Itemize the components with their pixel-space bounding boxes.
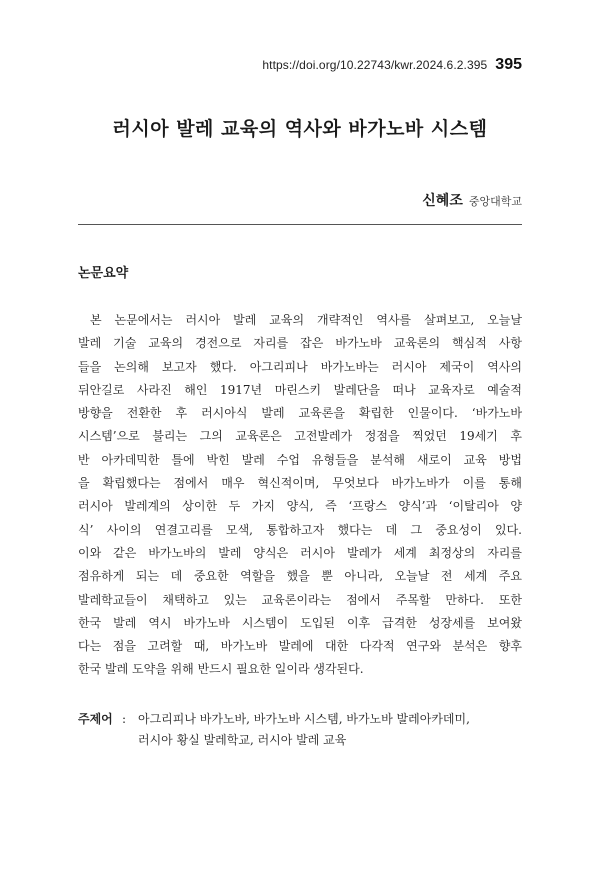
abstract-line: 본 논문에서는 러시아 발레 교육의 개략적인 역사를 살펴보고, 오늘날 bbox=[90, 313, 522, 327]
abstract-line: 을 확립했다는 점에서 매우 혁신적이며, 무엇보다 바가노바가 이를 통해 bbox=[78, 476, 522, 491]
abstract-body bbox=[78, 309, 522, 682]
keywords-indent bbox=[78, 730, 138, 751]
abstract-line: 점유하게 되는 데 중요한 역할을 했을 뿐 아니라, 오늘날 전 세계 주요 bbox=[78, 569, 522, 584]
keywords-row bbox=[78, 730, 522, 751]
abstract-line: 러시아 발레계의 상이한 두 가지 양식, 즉 ‘프랑스 양식’과 ‘이탈리아 양 bbox=[78, 499, 522, 514]
abstract-line: 시스템’으로 불리는 그의 교육론은 고전발레가 정점을 찍었던 19세기 후 bbox=[78, 429, 522, 444]
header-divider bbox=[78, 224, 522, 225]
author-name: 신혜조 bbox=[422, 193, 463, 209]
keywords-colon: : bbox=[122, 712, 127, 726]
abstract-line: 반 아카데믹한 틀에 박힌 발레 수업 유형들을 분석해 새로이 교육 방법 bbox=[78, 452, 522, 467]
abstract-heading: 논문요약 bbox=[78, 266, 129, 281]
abstract-line: 이와 같은 바가노바의 발레 양식은 러시아 발레가 세계 최정상의 자리를 bbox=[78, 545, 522, 560]
abstract-line: 들을 논의해 보고자 했다. 아그리피나 바가노바는 러시아 제국이 역사의 bbox=[78, 359, 522, 374]
abstract-line: 방향을 전환한 후 러시아식 발레 교육론을 확립한 인물이다. ‘바가노바 bbox=[78, 406, 522, 421]
doi-link[interactable]: https://doi.org/10.22743/kwr.2024.6.2.395 bbox=[262, 58, 488, 72]
running-header bbox=[262, 56, 522, 74]
page-number: 395 bbox=[495, 56, 522, 73]
abstract-line: 한국 발레 역시 바가노바 시스템이 도입된 이후 급격한 성장세를 보여왔 bbox=[78, 615, 522, 630]
keywords-line: 러시아 황실 발레학교, 러시아 발레 교육 bbox=[138, 733, 347, 747]
abstract-line: 발레학교들이 채택하고 있는 교육론이라는 점에서 주목할 만하다. 또한 bbox=[78, 592, 522, 607]
abstract-line: 발레 기술 교육의 경전으로 자리를 잡은 바가노바 교육론의 핵심적 사항 bbox=[78, 336, 522, 351]
abstract-line: 뒤안길로 사라진 해인 1917년 마린스키 발레단을 떠나 교육자로 예술적 bbox=[78, 382, 522, 397]
paper-title: 러시아 발레 교육의 역사와 바가노바 시스템 bbox=[112, 118, 488, 140]
author-affiliation: 중앙대학교 bbox=[468, 195, 522, 208]
keywords-line: 아그리피나 바가노바, 바가노바 시스템, 바가노바 발레아카데미, bbox=[138, 712, 470, 726]
keywords-row bbox=[78, 709, 522, 730]
keywords-label: 주제어 bbox=[78, 712, 113, 726]
keywords-block bbox=[78, 709, 522, 751]
abstract-line: 다는 점을 고려할 때, 바가노바 발레에 대한 다각적 연구와 분석은 향후 bbox=[78, 639, 522, 654]
author-line bbox=[422, 190, 522, 210]
abstract-line: 한국 발레 도약을 위해 반드시 필요한 일이라 생각된다. bbox=[78, 662, 364, 677]
abstract-line: 식’ 사이의 연결고리를 모색, 통합하고자 했다는 데 그 중요성이 있다. bbox=[78, 522, 522, 537]
